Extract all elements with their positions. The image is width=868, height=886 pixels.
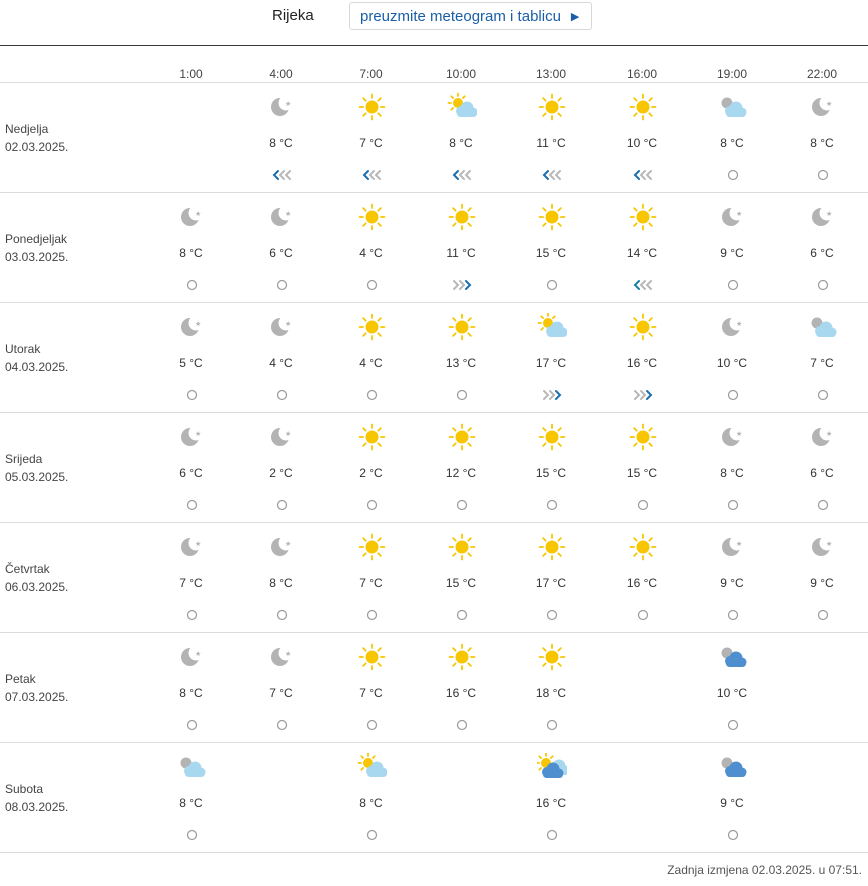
- sun-icon: [447, 643, 477, 671]
- sun-icon: [628, 533, 658, 561]
- forecast-cell: [602, 413, 682, 523]
- forecast-cell: [692, 83, 772, 193]
- calm-wind-icon: [541, 717, 563, 733]
- temperature: 4 °C: [359, 246, 383, 260]
- moon-icon: [177, 203, 207, 231]
- calm-wind-icon: [451, 387, 473, 403]
- meteogram-button-label: preuzmite meteogram i tablicu: [360, 7, 561, 25]
- forecast-cell: [331, 193, 411, 303]
- day-name: Srijeda: [5, 452, 43, 466]
- day-label: [5, 230, 68, 266]
- hour-label: 7:00: [359, 67, 383, 81]
- day-row: [0, 303, 868, 413]
- moon-icon: [808, 533, 838, 561]
- svg-text:★: ★: [826, 430, 833, 438]
- caret-right-icon: ▶: [570, 10, 580, 23]
- sun-cloud-icon: [357, 753, 387, 781]
- calm-wind-icon: [271, 717, 293, 733]
- moon-icon: [267, 313, 297, 341]
- sun-icon: [628, 423, 658, 451]
- sun-icon: [537, 203, 567, 231]
- sun-cloud-icon: [537, 313, 567, 341]
- temperature: 6 °C: [179, 466, 203, 480]
- forecast-cell: [692, 303, 772, 413]
- sun-icon: [628, 203, 658, 231]
- moon-icon: [177, 423, 207, 451]
- sun-icon: [357, 203, 387, 231]
- temperature: 16 °C: [626, 356, 658, 370]
- calm-wind-icon: [541, 827, 563, 843]
- calm-wind-icon: [361, 827, 383, 843]
- temperature: 16 °C: [445, 686, 477, 700]
- hour-label: 10:00: [445, 67, 477, 81]
- forecast-cell: [241, 83, 321, 193]
- temperature: 15 °C: [626, 466, 658, 480]
- temperature: 6 °C: [269, 246, 293, 260]
- svg-text:★: ★: [195, 210, 202, 218]
- day-label: [5, 120, 68, 156]
- day-row: [0, 83, 868, 193]
- temperature: 2 °C: [269, 466, 293, 480]
- wind-direction-icon: [361, 167, 383, 183]
- hours-header: [0, 46, 868, 83]
- svg-text:★: ★: [195, 540, 202, 548]
- day-date: 04.03.2025.: [5, 360, 69, 374]
- forecast-cell: [331, 83, 411, 193]
- calm-wind-icon: [361, 387, 383, 403]
- svg-text:★: ★: [285, 210, 292, 218]
- svg-text:★: ★: [285, 540, 292, 548]
- svg-text:★: ★: [285, 650, 292, 658]
- forecast-cell: [602, 303, 682, 413]
- forecast-cell: [241, 193, 321, 303]
- wind-direction-icon: [451, 277, 473, 293]
- day-name: Utorak: [5, 342, 41, 356]
- temperature: 10 °C: [626, 136, 658, 150]
- svg-text:★: ★: [285, 430, 292, 438]
- sun-icon: [537, 533, 567, 561]
- forecast-cell: [782, 193, 862, 303]
- forecast-cell: [511, 83, 591, 193]
- temperature: 10 °C: [716, 356, 748, 370]
- temperature: 9 °C: [720, 576, 744, 590]
- calm-wind-icon: [812, 387, 834, 403]
- forecast-cell: [241, 413, 321, 523]
- day-date: 05.03.2025.: [5, 470, 69, 484]
- temperature: 7 °C: [359, 136, 383, 150]
- sun-icon: [357, 93, 387, 121]
- calm-wind-icon: [541, 607, 563, 623]
- forecast-cell: [692, 633, 772, 743]
- temperature: 8 °C: [720, 136, 744, 150]
- day-row: [0, 193, 868, 303]
- temperature: 4 °C: [269, 356, 293, 370]
- moon-dark-cloud-icon: [718, 643, 748, 671]
- wind-direction-icon: [632, 277, 654, 293]
- calm-wind-icon: [181, 277, 203, 293]
- day-row: [0, 743, 868, 853]
- calm-wind-icon: [361, 717, 383, 733]
- sun-icon: [357, 423, 387, 451]
- svg-text:★: ★: [826, 100, 833, 108]
- moon-icon: [718, 423, 748, 451]
- moon-icon: [267, 533, 297, 561]
- day-label: [5, 450, 68, 486]
- day-row: [0, 633, 868, 743]
- temperature: 8 °C: [179, 796, 203, 810]
- forecast-cell: [331, 743, 411, 853]
- svg-text:★: ★: [195, 650, 202, 658]
- temperature: 2 °C: [359, 466, 383, 480]
- day-name: Četvrtak: [5, 562, 50, 576]
- forecast-cell: [421, 633, 501, 743]
- moon-icon: [267, 203, 297, 231]
- calm-wind-icon: [812, 497, 834, 513]
- svg-text:★: ★: [826, 540, 833, 548]
- sun-dark-cloud-icon: [537, 753, 567, 781]
- forecast-cell: [782, 413, 862, 523]
- calm-wind-icon: [722, 497, 744, 513]
- svg-text:★: ★: [826, 210, 833, 218]
- forecast-cell: [151, 743, 231, 853]
- temperature: 15 °C: [535, 246, 567, 260]
- calm-wind-icon: [181, 607, 203, 623]
- wind-direction-icon: [541, 167, 563, 183]
- moon-cloud-icon: [808, 313, 838, 341]
- forecast-cell: [151, 303, 231, 413]
- forecast-cell: [511, 303, 591, 413]
- temperature: 8 °C: [179, 686, 203, 700]
- forecast-cell: [511, 193, 591, 303]
- calm-wind-icon: [181, 827, 203, 843]
- calm-wind-icon: [451, 607, 473, 623]
- moon-icon: [267, 643, 297, 671]
- svg-text:★: ★: [285, 100, 292, 108]
- forecast-cell: [421, 413, 501, 523]
- calm-wind-icon: [181, 387, 203, 403]
- sun-icon: [537, 643, 567, 671]
- forecast-cell: [511, 633, 591, 743]
- temperature: 9 °C: [720, 796, 744, 810]
- temperature: 16 °C: [626, 576, 658, 590]
- temperature: 7 °C: [810, 356, 834, 370]
- moon-cloud-icon: [718, 93, 748, 121]
- temperature: 8 °C: [269, 136, 293, 150]
- sun-icon: [357, 313, 387, 341]
- forecast-cell: [151, 523, 231, 633]
- calm-wind-icon: [722, 607, 744, 623]
- forecast-cell: [331, 303, 411, 413]
- forecast-cell: [782, 523, 862, 633]
- forecast-cell: [331, 413, 411, 523]
- sun-icon: [357, 533, 387, 561]
- calm-wind-icon: [181, 497, 203, 513]
- svg-text:★: ★: [736, 320, 743, 328]
- forecast-cell: [241, 523, 321, 633]
- calm-wind-icon: [361, 497, 383, 513]
- hour-label: 13:00: [535, 67, 567, 81]
- temperature: 8 °C: [269, 576, 293, 590]
- day-name: Ponedjeljak: [5, 232, 68, 246]
- forecast-cell: [421, 193, 501, 303]
- forecast-cell: [511, 743, 591, 853]
- sun-icon: [447, 533, 477, 561]
- temperature: 16 °C: [535, 796, 567, 810]
- moon-dark-cloud-icon: [718, 753, 748, 781]
- temperature: 17 °C: [535, 576, 567, 590]
- calm-wind-icon: [722, 717, 744, 733]
- forecast-cell: [511, 523, 591, 633]
- temperature: 15 °C: [535, 466, 567, 480]
- forecast-cell: [782, 303, 862, 413]
- temperature: 11 °C: [536, 136, 566, 150]
- temperature: 11 °C: [446, 246, 476, 260]
- calm-wind-icon: [271, 387, 293, 403]
- forecast-cell: [511, 413, 591, 523]
- sun-icon: [357, 643, 387, 671]
- forecast-cell: [421, 303, 501, 413]
- svg-text:★: ★: [285, 320, 292, 328]
- calm-wind-icon: [722, 167, 744, 183]
- calm-wind-icon: [722, 827, 744, 843]
- temperature: 7 °C: [269, 686, 293, 700]
- calm-wind-icon: [271, 607, 293, 623]
- forecast-cell: [421, 523, 501, 633]
- moon-icon: [267, 423, 297, 451]
- moon-icon: [177, 313, 207, 341]
- top-bar: [0, 0, 868, 46]
- calm-wind-icon: [541, 497, 563, 513]
- calm-wind-icon: [361, 607, 383, 623]
- temperature: 7 °C: [179, 576, 203, 590]
- moon-icon: [808, 423, 838, 451]
- day-date: 02.03.2025.: [5, 140, 69, 154]
- temperature: 8 °C: [720, 466, 744, 480]
- day-row: [0, 523, 868, 633]
- calm-wind-icon: [812, 167, 834, 183]
- moon-icon: [177, 533, 207, 561]
- temperature: 8 °C: [359, 796, 383, 810]
- calm-wind-icon: [722, 277, 744, 293]
- calm-wind-icon: [181, 717, 203, 733]
- temperature: 18 °C: [535, 686, 567, 700]
- moon-icon: [177, 643, 207, 671]
- city-name: Rijeka: [272, 7, 314, 24]
- day-date: 08.03.2025.: [5, 800, 69, 814]
- day-date: 06.03.2025.: [5, 580, 69, 594]
- moon-icon: [718, 313, 748, 341]
- hour-label: 16:00: [626, 67, 658, 81]
- day-label: [5, 340, 68, 376]
- calm-wind-icon: [812, 607, 834, 623]
- calm-wind-icon: [451, 497, 473, 513]
- calm-wind-icon: [632, 607, 654, 623]
- forecast-cell: [151, 633, 231, 743]
- forecast-cell: [602, 523, 682, 633]
- temperature: 15 °C: [445, 576, 477, 590]
- calm-wind-icon: [361, 277, 383, 293]
- wind-direction-icon: [451, 167, 473, 183]
- sun-cloud-icon: [447, 93, 477, 121]
- calm-wind-icon: [451, 717, 473, 733]
- sun-icon: [447, 203, 477, 231]
- day-label: [5, 780, 68, 816]
- moon-cloud-icon: [177, 753, 207, 781]
- calm-wind-icon: [271, 277, 293, 293]
- forecast-cell: [692, 413, 772, 523]
- forecast-cell: [241, 633, 321, 743]
- temperature: 4 °C: [359, 356, 383, 370]
- forecast-cell: [241, 303, 321, 413]
- calm-wind-icon: [541, 277, 563, 293]
- temperature: 14 °C: [626, 246, 658, 260]
- hour-label: 1:00: [179, 67, 203, 81]
- temperature: 6 °C: [810, 246, 834, 260]
- sun-icon: [447, 313, 477, 341]
- wind-direction-icon: [632, 167, 654, 183]
- temperature: 9 °C: [720, 246, 744, 260]
- forecast-cell: [782, 83, 862, 193]
- wind-direction-icon: [541, 387, 563, 403]
- forecast-cell: [602, 83, 682, 193]
- calm-wind-icon: [722, 387, 744, 403]
- temperature: 8 °C: [179, 246, 203, 260]
- temperature: 12 °C: [445, 466, 477, 480]
- temperature: 7 °C: [359, 686, 383, 700]
- svg-text:★: ★: [736, 540, 743, 548]
- temperature: 8 °C: [810, 136, 834, 150]
- wind-direction-icon: [271, 167, 293, 183]
- svg-text:★: ★: [736, 210, 743, 218]
- sun-icon: [628, 93, 658, 121]
- forecast-cell: [151, 413, 231, 523]
- moon-icon: [808, 93, 838, 121]
- sun-icon: [537, 93, 567, 121]
- moon-icon: [267, 93, 297, 121]
- forecast-cell: [602, 193, 682, 303]
- forecast-cell: [331, 633, 411, 743]
- temperature: 6 °C: [810, 466, 834, 480]
- day-row: [0, 413, 868, 523]
- svg-text:★: ★: [736, 430, 743, 438]
- temperature: 7 °C: [359, 576, 383, 590]
- moon-icon: [808, 203, 838, 231]
- day-date: 03.03.2025.: [5, 250, 69, 264]
- day-name: Nedjelja: [5, 122, 49, 136]
- temperature: 10 °C: [716, 686, 748, 700]
- hour-label: 4:00: [269, 67, 293, 81]
- calm-wind-icon: [812, 277, 834, 293]
- forecast-cell: [151, 193, 231, 303]
- forecast-cell: [692, 743, 772, 853]
- day-label: [5, 560, 68, 596]
- day-name: Subota: [5, 782, 44, 796]
- day-date: 07.03.2025.: [5, 690, 69, 704]
- day-name: Petak: [5, 672, 36, 686]
- temperature: 17 °C: [535, 356, 567, 370]
- temperature: 8 °C: [449, 136, 473, 150]
- forecast-cell: [692, 193, 772, 303]
- moon-icon: [718, 533, 748, 561]
- forecast-cell: [331, 523, 411, 633]
- temperature: 5 °C: [179, 356, 203, 370]
- sun-icon: [628, 313, 658, 341]
- svg-text:★: ★: [195, 320, 202, 328]
- hour-label: 22:00: [806, 67, 838, 81]
- calm-wind-icon: [271, 497, 293, 513]
- sun-icon: [537, 423, 567, 451]
- svg-text:★: ★: [195, 430, 202, 438]
- forecast-cell: [692, 523, 772, 633]
- wind-direction-icon: [632, 387, 654, 403]
- hour-label: 19:00: [716, 67, 748, 81]
- meteogram-button[interactable]: [349, 2, 592, 30]
- moon-icon: [718, 203, 748, 231]
- calm-wind-icon: [632, 497, 654, 513]
- last-update: Zadnja izmjena 02.03.2025. u 07:51.: [667, 863, 862, 877]
- temperature: 13 °C: [445, 356, 477, 370]
- temperature: 9 °C: [810, 576, 834, 590]
- sun-icon: [447, 423, 477, 451]
- day-label: [5, 670, 68, 706]
- forecast-cell: [421, 83, 501, 193]
